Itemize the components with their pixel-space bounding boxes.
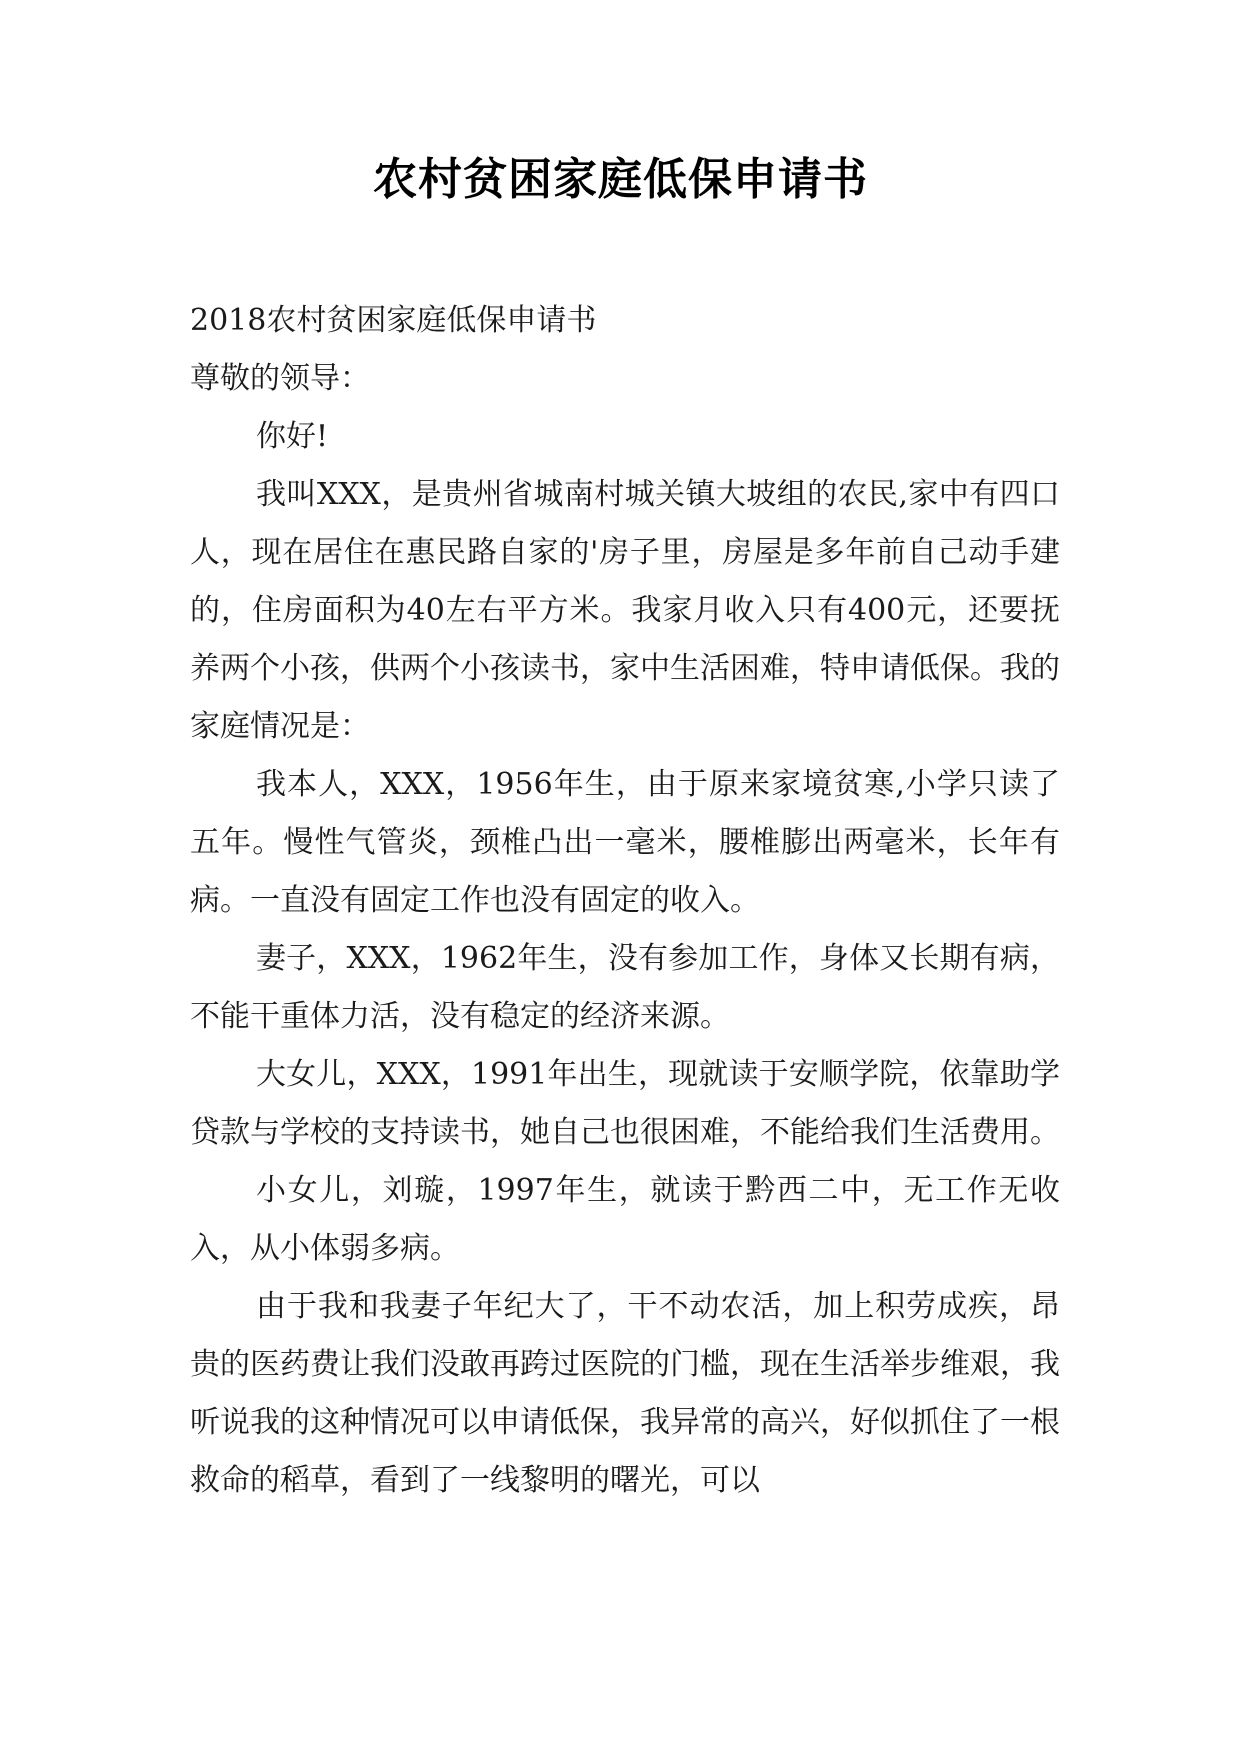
paragraph-family-overview: 我叫XXX，是贵州省城南村城关镇大坡组的农民,家中有四口人，现在居住在惠民路自家的'房子里，房屋是多年前自己动手建的，住房面积为40左右平方米。我家月收入只有400元，还要抚养两个小孩，供两个小孩读书，家中生活困难，特申请低保。我的家庭情况是：	[190, 477, 1060, 744]
paragraph-younger-daughter: 小女儿，刘璇，1997年生，就读于黔西二中，无工作无收入，从小体弱多病。	[190, 1173, 1060, 1266]
greeting: 你好!	[256, 419, 329, 454]
document-body	[190, 292, 1060, 1510]
paragraph-self: 我本人，XXX，1956年生，由于原来家境贫寒,小学只读了五年。慢性气管炎，颈椎凸出一毫米，腰椎膨出两毫米，长年有病。一直没有固定工作也没有固定的收入。	[190, 767, 1060, 918]
salutation: 尊敬的领导：	[190, 361, 370, 396]
paragraph-hardship: 由于我和我妻子年纪大了，干不动农活，加上积劳成疾，昂贵的医药费让我们没敢再跨过医院的门槛，现在生活举步维艰，我听说我的这种情况可以申请低保，我异常的高兴，好似抓住了一根救命的稻草，看到了一线黎明的曙光，可以	[190, 1289, 1060, 1498]
document-title: 农村贫困家庭低保申请书	[373, 154, 868, 205]
paragraph-elder-daughter: 大女儿，XXX，1991年出生，现就读于安顺学院，依靠助学贷款与学校的支持读书，她自己也很困难，不能给我们生活费用。	[190, 1057, 1060, 1150]
document-subtitle: 2018农村贫困家庭低保申请书	[190, 303, 597, 338]
paragraph-wife: 妻子，XXX，1962年生，没有参加工作，身体又长期有病，不能干重体力活，没有稳定的经济来源。	[190, 941, 1060, 1034]
